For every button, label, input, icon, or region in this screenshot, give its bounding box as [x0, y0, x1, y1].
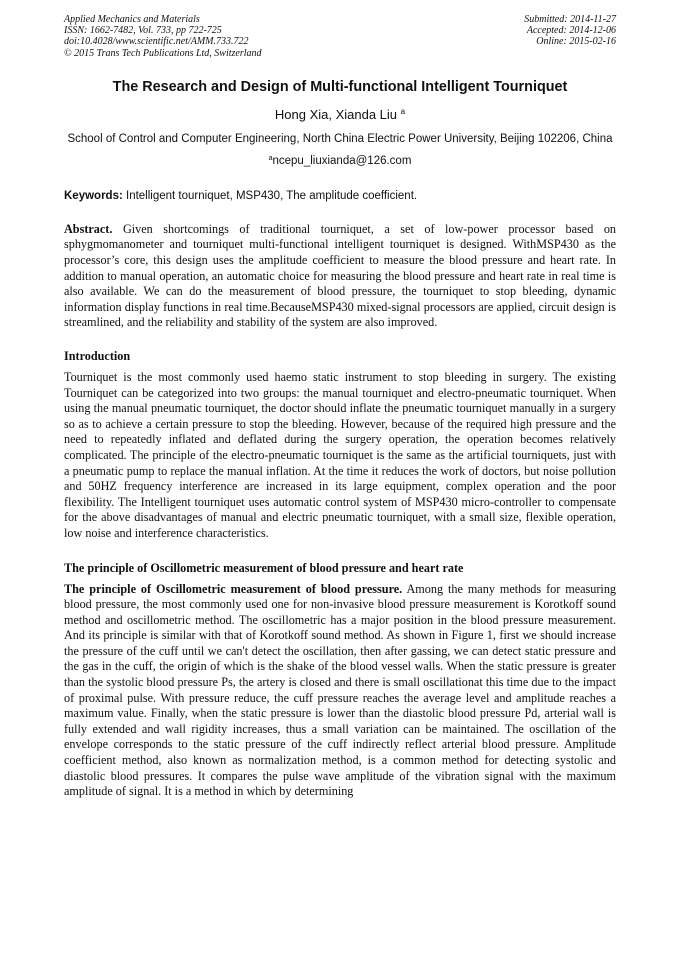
abstract — [64, 222, 616, 331]
journal-info — [64, 14, 262, 59]
journal-copyright: © 2015 Trans Tech Publications Ltd, Switzerland — [64, 47, 262, 59]
keywords-label: Keywords: — [64, 189, 123, 202]
abstract-label: Abstract. — [64, 221, 113, 236]
keywords — [64, 190, 616, 202]
submitted-date: Submitted: 2014-11-27 — [524, 14, 616, 25]
section-text: Among the many methods for measuring blood pressure, the most commonly used one for non-invasive blood pressure measurement is Korotkoff sound method and oscillometric method. The oscillometric has a major position in the blood pressure measurement. And its principle is similar with that of Korotkoff sound method. As shown in Figure 1, first we should increase the pressure of the cuff until we can't detect the oscillation, then after gassing, we can detect static pressure and the gas in the cuff, the origin of which is the shake of the blood vessel walls. When the static pressure is greater than the systolic blood pressure Ps, the artery is closed and there is small oscillationat this time due to the impact of proximal pulse. With pressure reduce, the cuff pressure reaches the average level and amplitude reaches a maximum value. Finally, when the static pressure is lower than the diastolic blood pressure Pd, arterial wall is fully extended and wall rigidity increases, thus a small variation can be maintained. The oscillation of the envelope corresponds to the static pressure of the cuff indirectly reflect arterial blood pressure. Amplitude coefficient method, also known as normalization method, is a common method for detecting systolic and diastolic blood pressures. It compares the pulse wave amplitude of the vibration signal with the maximum amplitude of signal. It is a method in which by determining — [64, 581, 617, 799]
journal-name: Applied Mechanics and Materials — [64, 14, 200, 25]
author-names: Hong Xia, Xianda Liu — [274, 106, 398, 122]
publication-dates — [524, 14, 616, 59]
paper-title: The Research and Design of Multi-functional Intelligent Tourniquet — [112, 78, 568, 95]
email-address: ncepu_liuxianda@126.com — [272, 154, 412, 167]
affiliation: School of Control and Computer Engineering, North China Electric Power University, Beijing 102206, China — [67, 132, 613, 145]
author-list — [64, 107, 616, 122]
online-date: Online: 2015-02-16 — [536, 36, 616, 48]
subsection-run-in: The principle of Oscillometric measurement of blood pressure. — [64, 581, 403, 596]
section-heading: The principle of Oscillometric measurement of blood pressure and heart rate — [64, 560, 464, 575]
paper-page — [64, 14, 616, 800]
journal-doi: doi:10.4028/www.scientific.net/AMM.733.722 — [64, 36, 249, 48]
author-affiliation-mark: a — [400, 106, 406, 116]
accepted-date: Accepted: 2014-12-06 — [526, 25, 616, 37]
abstract-text: Given shortcomings of traditional tourniquet, a set of low-power processor based on sphygmomanometer and tourniquet multi-functional intelligent tourniquet is designed. WithMSP430 as the processor’s core, this design uses the amplitude coefficient to measure the blood pressure and heart rate. In addition to manual operation, an automatic choice for measuring the blood pressure and heart rate in real time is also available. We can do the measurement of blood pressure, the tourniquet to stop bleeding, dynamic information display functions in real time.BecauseMSP430 mixed-signal processors are applied, circuit design is streamlined, and the reliability and stability of the system are also improved. — [64, 221, 617, 330]
journal-header — [64, 14, 616, 59]
journal-issn: ISSN: 1662-7482, Vol. 733, pp 722-725 — [64, 25, 222, 37]
keywords-text: Intelligent tourniquet, MSP430, The amplitude coefficient. — [126, 189, 418, 202]
introduction-heading: Introduction — [64, 348, 131, 363]
introduction-text: Tourniquet is the most commonly used haemo static instrument to stop bleeding in surgery. The existing Tourniquet can be categorized into two groups: the manual tourniquet and electro-pneumatic tourniquet. When using the manual pneumatic tourniquet, the doctor should inflate the pneumatic tourniquet manually in a surgery so as to achieve a certain pressure to stop the bleeding. However, because of the required high pressure and the need to repeatedly inflated and deflated during the surgery operation, the operation becomes relatively complicated. The principle of the electro-pneumatic tourniquet is the same as the artificial tourniquets, just with a pneumatic pump to replace the manual inflation. At the time it reduces the work of doctors, but noise pollution and 50HZ frequency interference are increased in its large equipment, complex operation and the poor flexibility. The Intelligent tourniquet uses automatic control system of MSP430 micro-controller to compensate for the above disadvantages of manual and electric pneumatic tourniquet, with a small size, flexible operation, low noise and interference characteristics. — [64, 369, 616, 540]
email-mark: a — [268, 154, 273, 162]
section-paragraph — [64, 582, 616, 800]
contact-email — [64, 155, 616, 167]
